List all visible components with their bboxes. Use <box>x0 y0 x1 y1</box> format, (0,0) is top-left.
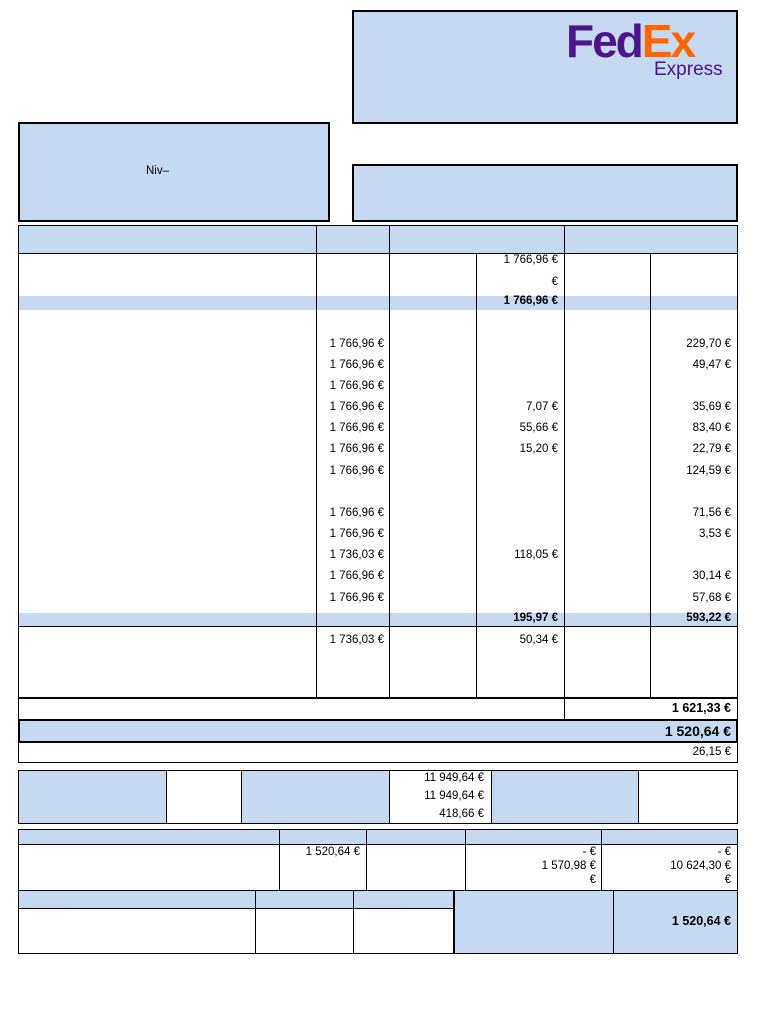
extra-base-value: 1 736,03 € <box>329 634 384 646</box>
logo-express-text: Express <box>654 59 723 80</box>
taxable-net-row <box>18 697 738 720</box>
deduction-base-value: 1 766,96 € <box>329 359 384 371</box>
deduction-employer-value: 124,59 € <box>686 465 731 477</box>
fedex-logo <box>566 15 723 80</box>
deduction-employee-value: 7,07 € <box>526 401 558 413</box>
payment-col4-line3: € <box>589 874 596 886</box>
extra-employee-value: 50,34 € <box>519 634 558 646</box>
net-paid-label-cell <box>453 891 614 953</box>
payment-col5-line2: 10 624,30 € <box>670 860 731 872</box>
net-pay-row <box>18 719 738 743</box>
deduction-base-value: 1 766,96 € <box>329 592 384 604</box>
deduction-employer-value: 30,14 € <box>692 570 731 582</box>
deduction-base-value: 1 766,96 € <box>329 507 384 519</box>
deduction-base-value: 1 736,03 € <box>329 549 384 561</box>
payment-table <box>18 829 738 891</box>
subtotal-employer-value: 593,22 € <box>686 612 731 624</box>
deduction-employer-value: 49,47 € <box>692 359 731 371</box>
deduction-base-value: 1 766,96 € <box>329 528 384 540</box>
taxable-net-value: 1 621,33 € <box>671 701 731 715</box>
deduction-employer-value: 22,79 € <box>692 443 731 455</box>
deduction-employee-value: 118,05 € <box>514 549 558 561</box>
net-paid-value: 1 520,64 € <box>671 914 731 928</box>
level-label: Niv– <box>146 165 170 177</box>
deductions-total-band <box>19 613 737 627</box>
payment-table-header <box>19 830 737 845</box>
payment-col4-line1: - € <box>582 846 596 858</box>
net-pay-value: 1 520,64 € <box>664 723 731 739</box>
deduction-base-value: 1 766,96 € <box>329 422 384 434</box>
deduction-base-value: 1 766,96 € <box>329 443 384 455</box>
deduction-employer-value: 71,56 € <box>692 507 731 519</box>
cumulative-box <box>18 770 738 824</box>
deduction-employer-value: 3,53 € <box>699 528 731 540</box>
deduction-employer-value: 57,68 € <box>692 592 731 604</box>
logo-fed-text: Fed <box>566 15 642 67</box>
payment-col5-line1: - € <box>717 846 731 858</box>
period-info-box <box>352 164 738 222</box>
cumulative-line-2: 11 949,64 € <box>424 790 484 802</box>
company-header-box <box>352 10 738 124</box>
payment-col5-line3: € <box>724 874 731 886</box>
deduction-employer-value: 83,40 € <box>692 422 731 434</box>
logo-ex-text: Ex <box>641 15 695 67</box>
deduction-employee-value: 55,66 € <box>519 422 558 434</box>
small-total-row <box>18 742 738 763</box>
deduction-employer-value: 229,70 € <box>686 338 731 350</box>
gross-total-value: 1 766,96 € <box>503 295 558 307</box>
deduction-base-value: 1 766,96 € <box>329 465 384 477</box>
employee-info-box <box>18 122 330 222</box>
deduction-base-value: 1 766,96 € <box>329 570 384 582</box>
euro-only-value: € <box>551 276 558 288</box>
cumulative-line-1: 11 949,64 € <box>424 772 484 784</box>
final-table-header <box>19 891 453 909</box>
deduction-base-value: 1 766,96 € <box>329 338 384 350</box>
cumulative-line-3: 418,66 € <box>439 808 484 820</box>
deduction-employer-value: 35,69 € <box>692 401 731 413</box>
deduction-employee-value: 15,20 € <box>519 443 558 455</box>
deduction-base-value: 1 766,96 € <box>329 401 384 413</box>
payslip-main-table <box>18 225 738 699</box>
gross-total-band <box>19 296 737 310</box>
main-table-header <box>19 226 737 254</box>
payment-col1-value: 1 520,64 € <box>305 846 360 858</box>
payment-col4-line2: 1 570,98 € <box>541 860 596 872</box>
final-table <box>18 890 738 954</box>
gross-top-value: 1 766,96 € <box>503 254 558 266</box>
small-total-value: 26,15 € <box>692 746 731 758</box>
deduction-base-value: 1 766,96 € <box>329 380 384 392</box>
subtotal-employee-value: 195,97 € <box>513 612 558 624</box>
